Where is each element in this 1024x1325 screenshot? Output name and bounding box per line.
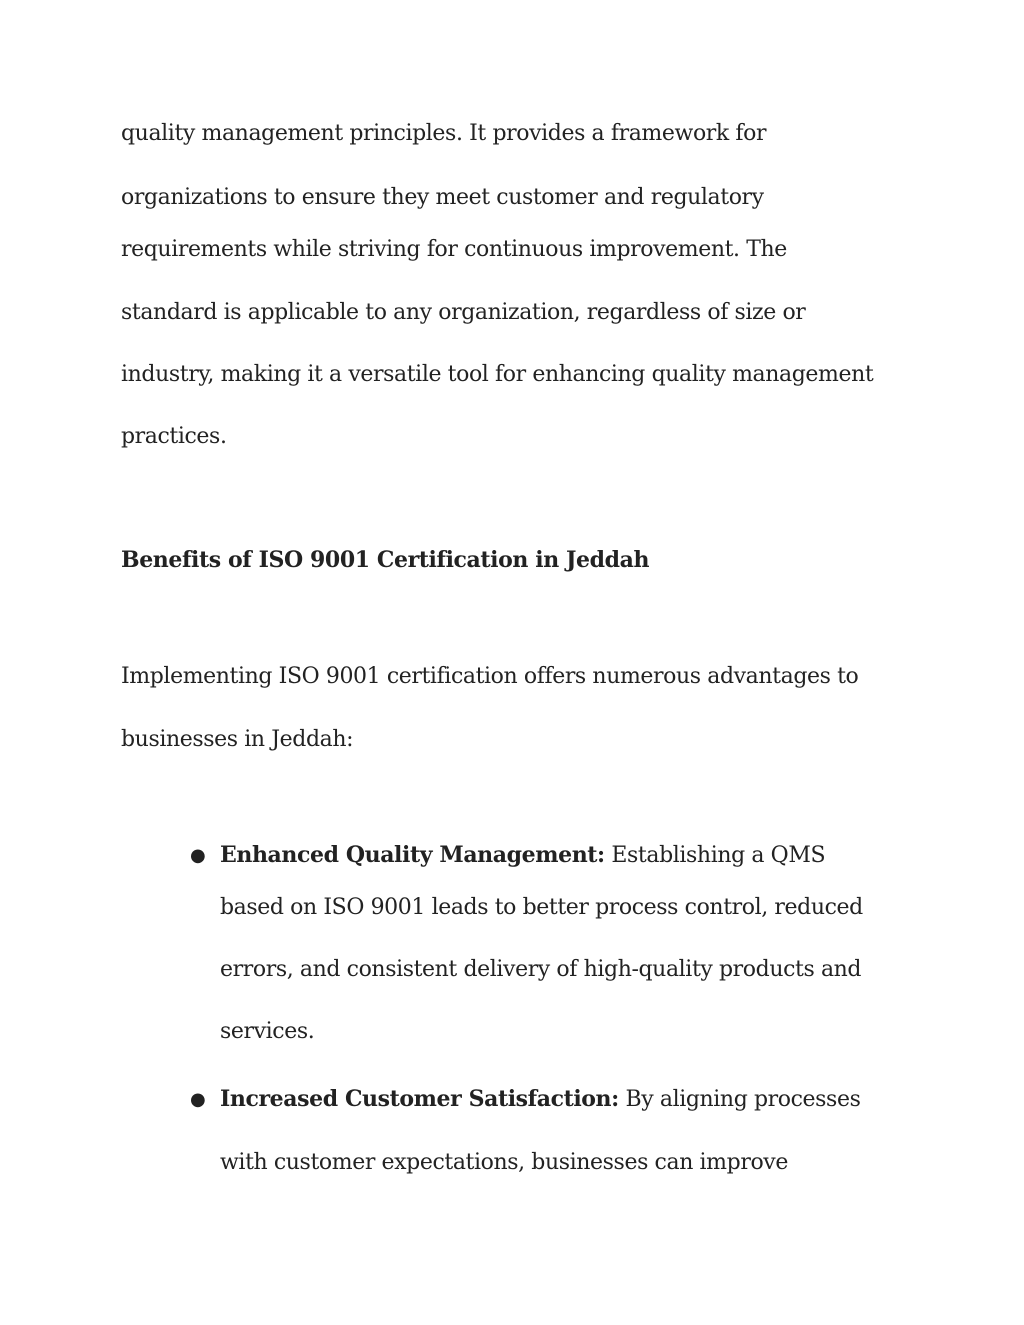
- intro-line-1: quality management principles. It provides a framework for: [121, 121, 767, 146]
- bullet-first-line: [220, 1085, 860, 1114]
- lead-line-1: Implementing ISO 9001 certification offers numerous advantages to: [121, 664, 859, 689]
- bullet-first-line: [220, 841, 825, 870]
- intro-line-4: standard is applicable to any organization, regardless of size or: [121, 300, 806, 325]
- section-heading: Benefits of ISO 9001 Certification in Jeddah: [121, 547, 650, 573]
- bullet-marker: ●: [190, 845, 206, 866]
- bullet-title: Enhanced Quality Management:: [220, 842, 605, 868]
- bullet-line: based on ISO 9001 leads to better process control, reduced: [220, 895, 863, 920]
- intro-line-5: industry, making it a versatile tool for enhancing quality management: [121, 362, 874, 387]
- bullet-line: errors, and consistent delivery of high-quality products and: [220, 957, 862, 982]
- bullet-text: By aligning processes: [618, 1087, 861, 1112]
- bullet-line: with customer expectations, businesses can improve: [220, 1150, 788, 1175]
- bullet-marker: ●: [190, 1089, 206, 1110]
- intro-line-3: requirements while striving for continuous improvement. The: [121, 237, 787, 262]
- bullet-title: Increased Customer Satisfaction:: [220, 1086, 619, 1112]
- intro-line-2: organizations to ensure they meet customer and regulatory: [121, 185, 764, 210]
- intro-line-6: practices.: [121, 424, 227, 449]
- bullet-line: services.: [220, 1019, 315, 1044]
- lead-line-2: businesses in Jeddah:: [121, 727, 354, 752]
- bullet-text: Establishing a QMS: [604, 843, 826, 868]
